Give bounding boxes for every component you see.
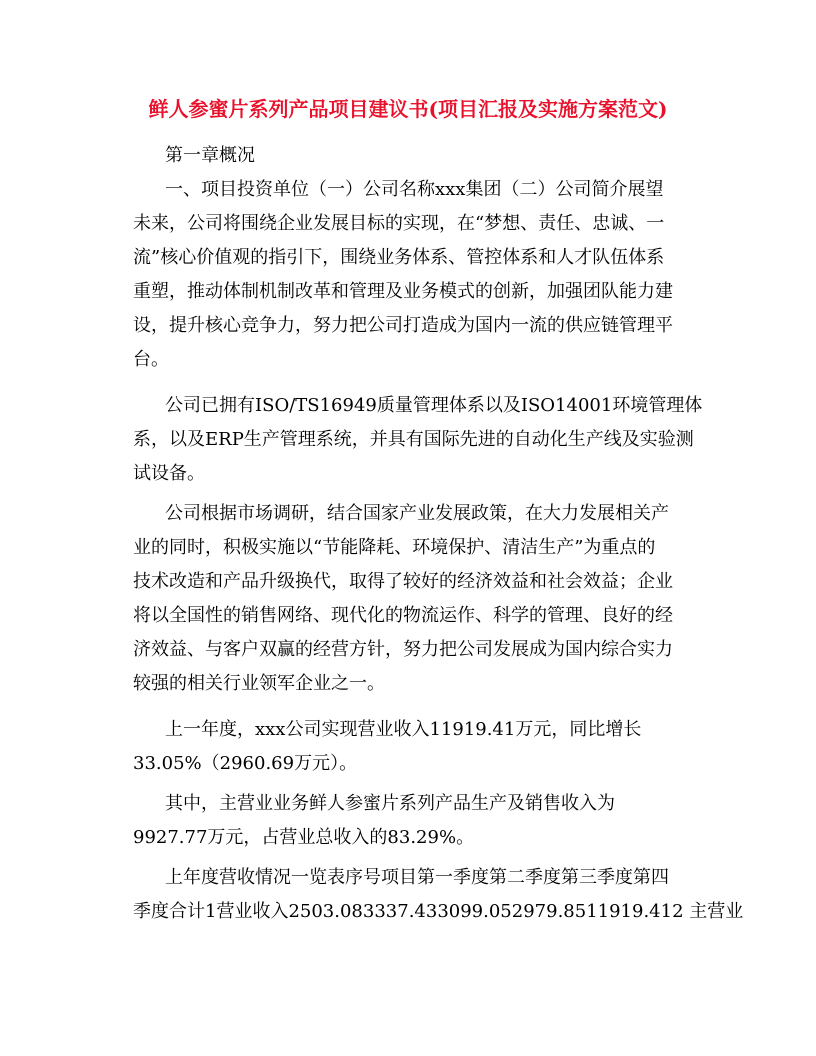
text-line: 公司根据市场调研，结合国家产业发展政策，在大力发展相关产 xyxy=(165,503,669,524)
text-line: 设，提升核心竞争力，努力把公司打造成为国内一流的供应链管理平 xyxy=(133,315,673,336)
paragraph-company-intro xyxy=(133,173,685,377)
text-line: 系，以及ERP生产管理系统，并具有国际先进的自动化生产线及实验测 xyxy=(133,429,694,450)
paragraph-revenue-table xyxy=(133,861,744,929)
text-line: 济效益、与客户双赢的经营方针，努力把公司发展成为国内综合实力 xyxy=(133,639,673,660)
document-title: 鲜人参蜜片系列产品项目建议书(项目汇报及实施方案范文) xyxy=(148,97,668,121)
text-line: 业的同时，积极实施以“节能降耗、环境保护、清洁生产”为重点的 xyxy=(133,537,656,558)
paragraph-annual-revenue xyxy=(133,713,685,781)
text-line: 将以全国性的销售网络、现代化的物流运作、科学的管理、良好的经 xyxy=(133,605,673,626)
text-line: 9927.77万元，占营业总收入的83.29%。 xyxy=(133,827,475,848)
text-line: 公司已拥有ISO/TS16949质量管理体系以及ISO14001环境管理体 xyxy=(165,395,703,416)
text-line: 上年度营收情况一览表序号项目第一季度第二季度第三季度第四 xyxy=(165,867,669,888)
paragraph-market-strategy xyxy=(133,497,685,701)
paragraph-main-business xyxy=(133,787,685,855)
text-line: 33.05%（2960.69万元）。 xyxy=(133,753,358,774)
text-line: 上一年度，xxx公司实现营业收入11919.41万元，同比增长 xyxy=(165,719,642,740)
chapter-heading xyxy=(133,139,685,173)
chapter-heading-text: 第一章概况 xyxy=(165,145,255,166)
text-line: 其中，主营业业务鲜人参蜜片系列产品生产及销售收入为 xyxy=(165,793,615,814)
paragraph-quality-systems xyxy=(133,389,703,491)
text-line: 重塑，推动体制机制改革和管理及业务模式的创新，加强团队能力建 xyxy=(133,281,673,302)
text-line: 较强的相关行业领军企业之一。 xyxy=(133,673,385,694)
text-line: 流”核心价值观的指引下，围绕业务体系、管控体系和人才队伍体系 xyxy=(133,247,665,268)
text-line: 未来，公司将围绕企业发展目标的实现，在“梦想、责任、忠诚、一 xyxy=(133,213,665,234)
text-line: 台。 xyxy=(133,349,169,370)
text-line: 试设备。 xyxy=(133,463,205,484)
text-line: 一、项目投资单位（一）公司名称xxx集团（二）公司简介展望 xyxy=(165,179,664,200)
text-line: 技术改造和产品升级换代，取得了较好的经济效益和社会效益；企业 xyxy=(133,571,673,592)
text-line: 季度合计1营业收入2503.083337.433099.052979.8511919.412 主营业 xyxy=(133,901,744,922)
